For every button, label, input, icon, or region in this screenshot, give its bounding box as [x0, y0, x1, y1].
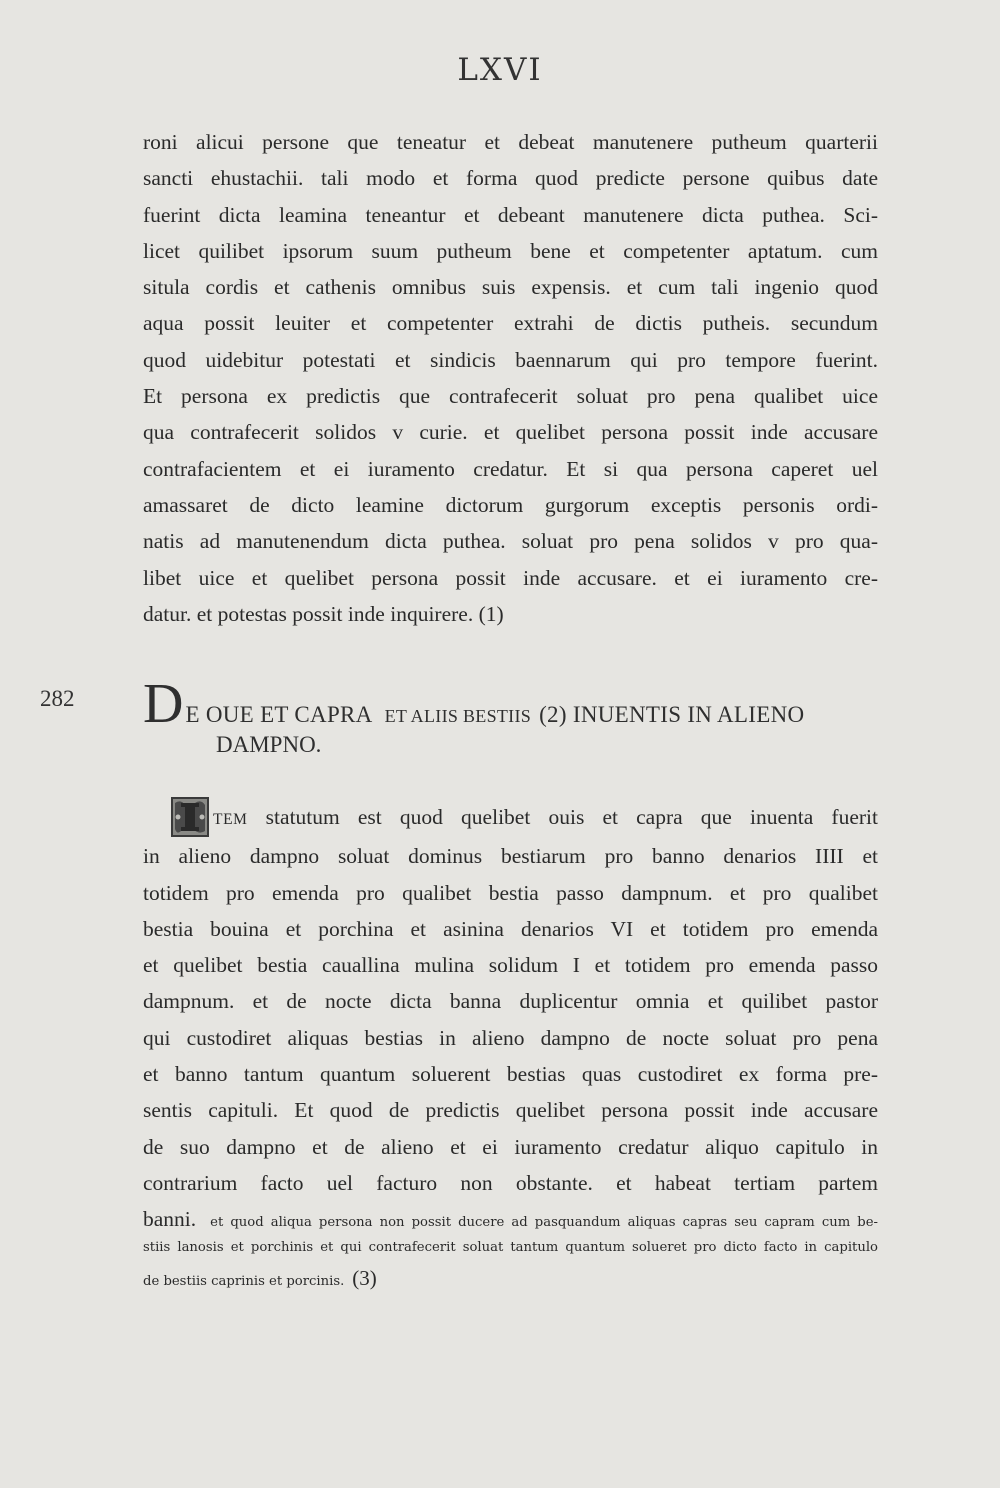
text-line: aqua possit leuiter et competenter extrahi de dictis putheis. secundum	[143, 311, 878, 336]
small-line-last	[143, 1265, 878, 1295]
text-line: et banno tantum quantum soluerent bestias quas custodiret ex forma pre-	[143, 1062, 878, 1087]
text-line: dampnum. et de nocte dicta banna duplicentur omnia et quilibet pastor	[143, 989, 878, 1014]
heading-initial: D	[143, 673, 184, 735]
small-text: et quod aliqua persona non possit ducere ad pasquandum aliquas capras seu capram cum be-	[210, 1215, 878, 1231]
first-line	[143, 797, 878, 838]
text-line: Et persona ex predictis que contrafecerit soluat pro pena qualibet uice	[143, 384, 878, 409]
text-line: licet quilibet ipsorum suum putheum bene et competenter aptatum. cum	[143, 238, 878, 263]
text-line: fuerint dicta leamina teneantur et debeant manutenere dicta puthea. Sci-	[143, 202, 878, 227]
small-caps-tem: TEM	[213, 811, 248, 828]
text-line: roni alicui persone que teneatur et debeat manutenere putheum quarterii	[143, 130, 878, 154]
text-line: et quelibet bestia cauallina mulina solidum I et totidem pro emenda passo	[143, 953, 878, 978]
text-line: contrarium facto uel facturo non obstante. et habeat tertiam partem	[143, 1170, 878, 1195]
text-line: bestia bouina et porchina et asinina denarios VI et totidem pro emenda	[143, 916, 878, 941]
text-line: de suo dampno et de alieno et ei iuramento credatur aliquo capitulo in	[143, 1134, 878, 1159]
heading-part-b: ET ALIIS BESTIIS	[384, 706, 532, 726]
text-line: contrafacientem et ei iuramento credatur. Et si qua persona caperet uel	[143, 456, 878, 481]
text-line: qua contrafecerit solidos v curie. et quelibet persona possit inde accusare	[143, 420, 878, 445]
heading-part-a: E OUE ET CAPRA	[185, 702, 373, 727]
note-reference: (3)	[352, 1265, 377, 1290]
text-line: sancti ehustachii. tali modo et forma quod predicte persone quibus date	[143, 166, 878, 191]
text-line: situla cordis et cathenis omnibus suis expensis. et cum tali ingenio quod	[143, 275, 878, 300]
first-line-rest: statutum est quod quelibet ouis et capra que inuenta fuerit	[247, 805, 878, 829]
paragraph-statute	[143, 797, 878, 1242]
small-line: stiis lanosis et porchinis et qui contrafecerit soluat tantum quantum solueret pro dicto facto in capitulo	[143, 1239, 878, 1255]
text-line: amassaret de dicto leamine dictorum gurgorum exceptis personis ordi-	[143, 492, 878, 517]
decorated-initial-icon	[171, 797, 209, 837]
chapter-heading	[143, 673, 883, 758]
heading-part-c: (2) INUENTIS IN ALIENO	[539, 702, 805, 727]
heading-line-1	[143, 673, 883, 735]
text-line: datur. et potestas possit inde inquirere. (1)	[143, 601, 504, 626]
margin-number: 282	[40, 686, 75, 711]
page-folio: LXVI	[457, 52, 543, 88]
banni-word: banni.	[143, 1207, 197, 1232]
paragraph-continuation	[143, 124, 878, 632]
text-line: libet uice et quelibet persona possit inde accusare. et ei iuramento cre-	[143, 565, 878, 590]
text-line: in alieno dampno soluat dominus bestiarum pro banno denarios IIII et	[143, 844, 878, 869]
small-line-text: de bestiis caprinis et porcinis.	[143, 1273, 345, 1289]
text-line: sentis capituli. Et quod de predictis quelibet persona possit inde accusare	[143, 1098, 878, 1123]
text-line: natis ad manutenendum dicta puthea. soluat pro pena solidos v pro qua-	[143, 529, 878, 554]
text-line: totidem pro emenda pro qualibet bestia passo dampnum. et pro qualibet	[143, 880, 878, 905]
small-note-block	[143, 1235, 878, 1295]
heading-line-2: DAMPNO.	[216, 732, 322, 757]
text-line: quod uidebitur potestati et sindicis baennarum qui pro tempore fuerint.	[143, 347, 878, 372]
text-line: qui custodiret aliquas bestias in alieno dampno de nocte soluat pro pena	[143, 1025, 878, 1050]
